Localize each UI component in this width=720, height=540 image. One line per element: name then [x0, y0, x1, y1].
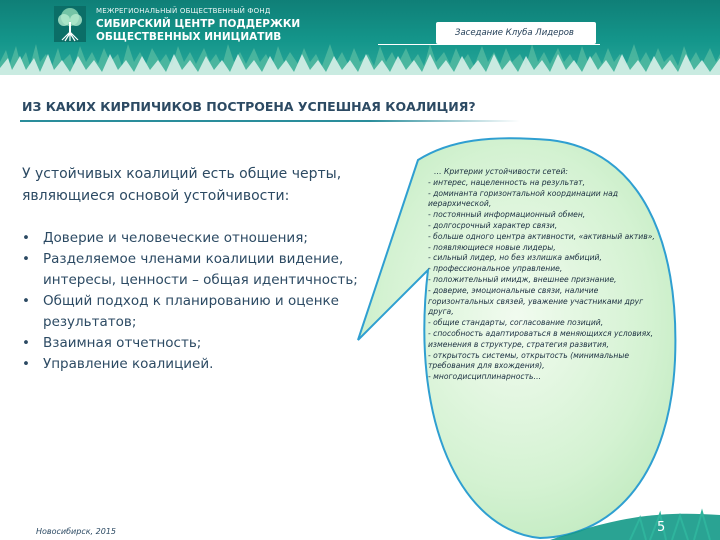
grass-decoration	[0, 40, 720, 75]
header-banner	[0, 0, 720, 75]
event-tagline: Заседание Клуба Лидеров	[455, 28, 574, 38]
org-name-line3: ОБЩЕСТВЕННЫХ ИНИЦИАТИВ	[96, 31, 282, 43]
bullet-icon: •	[22, 230, 30, 246]
org-name-line1: МЕЖРЕГИОНАЛЬНЫЙ ОБЩЕСТВЕННЫЙ ФОНД	[96, 7, 271, 15]
slide-title: ИЗ КАКИХ КИРПИЧИКОВ ПОСТРОЕНА УСПЕШНАЯ КОАЛИЦИЯ?	[22, 99, 476, 114]
criteria-line: - появляющиеся новые лидеры,	[428, 242, 556, 252]
criteria-heading: … Критерии устойчивости сетей:	[434, 167, 568, 176]
criteria-line: - больше одного центра активности, «активный актив»,	[428, 231, 655, 241]
criteria-line: - открытость системы, открытость (минимальные требования для вхождения),	[428, 350, 630, 371]
features-list	[22, 228, 382, 375]
intro-text: У устойчивых коалиций есть общие черты, являющиеся основой устойчивости:	[22, 166, 342, 204]
list-item-text: Взаимная отчетность;	[43, 335, 202, 351]
bullet-icon: •	[22, 356, 30, 372]
criteria-line: - профессиональное управление,	[428, 264, 563, 274]
criteria-text	[428, 167, 662, 383]
org-name-line2: СИБИРСКИЙ ЦЕНТР ПОДДЕРЖКИ	[96, 18, 301, 30]
tree-logo-icon	[54, 6, 86, 42]
organization-name	[96, 5, 336, 44]
list-item	[22, 291, 382, 333]
footer-city: Новосибирск, 2015	[36, 527, 117, 536]
header-divider	[378, 44, 600, 45]
list-item	[22, 354, 382, 375]
criteria-line: - положительный имидж, внешнее признание,	[428, 274, 617, 284]
list-item	[22, 249, 382, 291]
bullet-icon: •	[22, 293, 30, 309]
list-item	[22, 228, 382, 249]
bullet-icon: •	[22, 251, 30, 267]
list-item-text: Доверие и человеческие отношения;	[43, 230, 308, 246]
criteria-line: - многодисциплинарность…	[428, 372, 542, 382]
criteria-line: - долгосрочный характер связи,	[428, 220, 558, 230]
criteria-line: - доминанта горизонтальной координации над иерархической,	[428, 188, 619, 209]
page-number: 5	[657, 520, 666, 535]
list-item-text: Управление коалицией.	[43, 356, 214, 372]
bullet-icon: •	[22, 335, 30, 351]
criteria-line: - интерес, нацеленность на результат,	[428, 177, 585, 187]
list-item-text: Разделяемое членами коалиции видение, интересы, ценности – общая идентичность;	[43, 251, 358, 288]
list-item	[22, 333, 382, 354]
criteria-line: - общие стандарты, согласование позиций,	[428, 318, 604, 328]
list-item-text: Общий подход к планированию и оценке результатов;	[43, 293, 339, 330]
criteria-line: - постоянный информационный обмен,	[428, 210, 586, 220]
criteria-line: - сильный лидер, но без излишка амбиций,	[428, 253, 602, 263]
criteria-line: - доверие, эмоциональные связи, наличие горизонтальных связей, уважение участниками друг друга,	[428, 285, 644, 317]
criteria-line: - способность адаптироваться в меняющихся условиях, изменения в структуре, стратегия развития,	[428, 328, 654, 349]
